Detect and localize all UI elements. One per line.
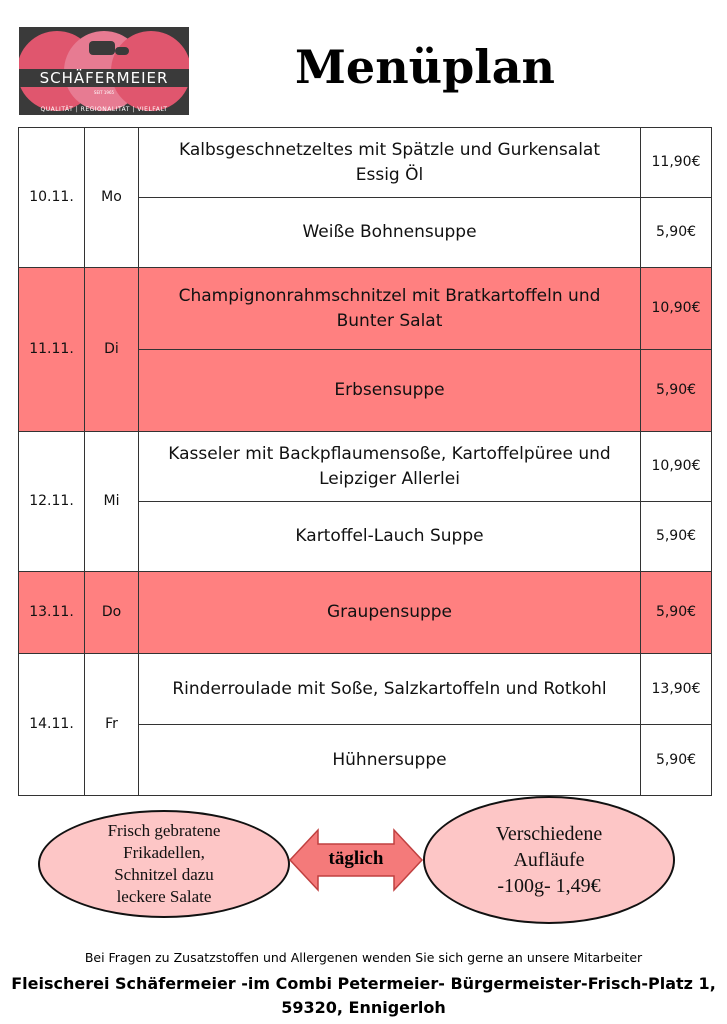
oval-text: Frisch gebratene: [107, 821, 221, 840]
dish-cell: Champignonrahmschnitzel mit Bratkartoffeln und Bunter Salat: [138, 267, 641, 350]
logo-tagline: QUALITÄT | REGIONALITÄT | VIELFALT: [40, 106, 168, 113]
address-line-2: 59320, Ennigerloh: [281, 998, 446, 1017]
dish-cell: Rinderroulade mit Soße, Salzkartoffeln und Rotkohl: [138, 653, 641, 725]
weekday-cell: Mi: [84, 431, 139, 572]
oval-text: leckere Salate: [116, 887, 212, 906]
date-cell: 10.11.: [18, 127, 85, 268]
price-cell: 5,90€: [640, 724, 712, 796]
pig-icon: [115, 47, 129, 55]
price-cell: 5,90€: [640, 197, 712, 268]
cow-icon: [89, 41, 115, 55]
logo-since: SEIT 1965: [93, 90, 115, 95]
oval-text: -100g- 1,49€: [497, 875, 601, 897]
allergen-note: Bei Fragen zu Zusatzstoffen und Allergenen wenden Sie sich gerne an unsere Mitarbeiter: [84, 950, 643, 965]
price-cell: 5,90€: [640, 349, 712, 432]
dish-cell: Weiße Bohnensuppe: [138, 197, 641, 268]
price-cell: 11,90€: [640, 127, 712, 198]
dish-cell: Hühnersuppe: [138, 724, 641, 796]
weekday-cell: Di: [84, 267, 139, 432]
daily-oval-left: [38, 810, 290, 918]
date-cell: 13.11.: [18, 571, 85, 654]
dish-cell: Kalbsgeschnetzeltes mit Spätzle und Gurkensalat Essig Öl: [138, 127, 641, 198]
price-cell: 5,90€: [640, 501, 712, 572]
weekday-cell: Mo: [84, 127, 139, 268]
dish-cell: Erbsensuppe: [138, 349, 641, 432]
date-cell: 12.11.: [18, 431, 85, 572]
daily-label: täglich: [328, 848, 384, 869]
dish-cell: Graupensuppe: [138, 571, 641, 654]
price-cell: 13,90€: [640, 653, 712, 725]
oval-text: Verschiedene: [495, 823, 603, 845]
oval-text: Schnitzel dazu: [114, 865, 214, 884]
weekday-cell: Fr: [84, 653, 139, 796]
daily-oval-right: [423, 796, 675, 924]
date-cell: 14.11.: [18, 653, 85, 796]
dish-cell: Kasseler mit Backpflaumensoße, Kartoffelpüree und Leipziger Allerlei: [138, 431, 641, 502]
address-line-1: Fleischerei Schäfermeier -im Combi Petermeier- Bürgermeister-Frisch-Platz 1,: [11, 974, 716, 993]
price-cell: 10,90€: [640, 267, 712, 350]
dish-cell: Kartoffel-Lauch Suppe: [138, 501, 641, 572]
oval-text: Aufläufe: [513, 849, 585, 871]
weekday-cell: Do: [84, 571, 139, 654]
logo: [19, 27, 189, 115]
price-cell: 10,90€: [640, 431, 712, 502]
page-title: Menüplan: [295, 40, 555, 94]
oval-text: Frikadellen,: [123, 843, 205, 862]
price-cell: 5,90€: [640, 571, 712, 654]
logo-name: SCHÄFERMEIER: [19, 69, 189, 87]
date-cell: 11.11.: [18, 267, 85, 432]
